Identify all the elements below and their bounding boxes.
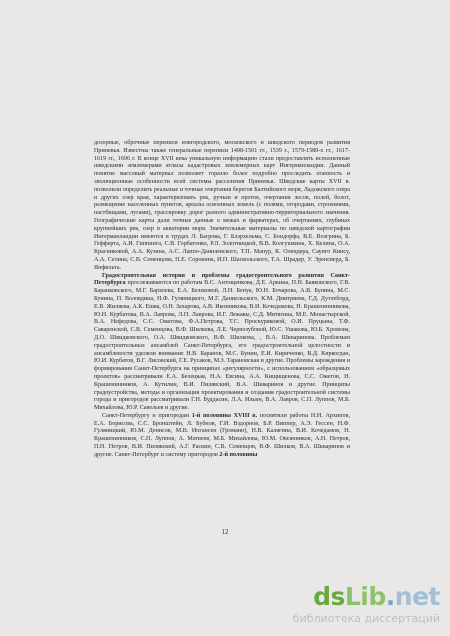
logo-part-net: net [394, 582, 440, 611]
paragraph-2-body: прослеживаются по работам В.С. Антощенкова, Д.Е. Аркина, П.Н. Баяковского, Г.В. Баранковского, М.Г. Бархоева, Е.А. Белековой, Л.Н. Бенуа, Ю.Н. Бочарова, А.В. Бунина, М.С. Бунина, П. Воловдина, Н.Ф. Гуляницкого, М.Г. Даниельского, К.М. Дмитриева, Г.Д. Дутлеборд, Е.В. Жиляева, А.К. Ешва, О.Н. Захарова, А.В. Иконникова, В.И. Кочедамова, Н. Крашенинникова, Ю.Н. Курбатова, В.А. Лаврова, Л.П. Лаврова, И.Г. Лежавы, С.Д. Митягина, М.Е. Монастырской, В.А. Нефедова, С.С. Ожегова, Ф.А.Петрова, Т.С. Проскуряковой, О.И. Пруцына, Т.Ф. Саваренской, С.В. Семенцова, В.Ф. Шилкова, Л.Е. Чернозубовой, Ю.С. Ушакова, Ю.Б. Хромова, Д.О. Швидковского, О.А. Швидковского, В.Ф. Шилкова, , В.А. Шкваринова. Проблемам градостроительных ансамблей Санкт-Петербурга, его градостроительной целостности и ансамблевости уделяли внимание Н.В. Баранов, М.С. Бунин, Е.И. Кириченко, В.Д. Киркогдан, Ю.И. Курбатов, В.Г. Лисовский, Г.Е. Русаков, М.З. Тарановская и другие. Проблемы зарождения и формирования Санкт-Петербурга на принципах «регулярности», с использованием «образцовых проектов» рассматривали Е.А. Белецкая, Н.А. Евсина, А.А. Кищищенова, С.С. Ожегов, Н. Крашенинников, А. Кутилин, В.И. Пилявский, В.А. Шкваринов и другие. Принципы градоустройства, методы и организация проектирования и создания градостроительной системы города и пригородов рассматривали Г.Н. Буддасин, Л.А. Ильин, В.А. Лавров, С.П. Луппов, М.Б. Михайлова, Ю.Р. Савельев и другие. [94, 280, 350, 412]
dslib-logo [313, 584, 440, 610]
paragraph-3 [94, 413, 350, 460]
watermark-caption: библиотека диссертаций [292, 612, 440, 625]
paragraph-3-pre: Санкт-Петербургу и пригородам [102, 412, 192, 419]
logo-part-lib: Lib [344, 582, 386, 611]
dslib-watermark [290, 584, 440, 628]
paragraph-3-lead: 1-й половины XVIII в. [191, 412, 258, 419]
paragraph-2 [94, 273, 350, 413]
logo-part-dot: . [385, 582, 395, 611]
paragraph-3-body: посвятили работы Н.И. Архипов, Е.А. Борисова, С.С. Бронштейн, Л. Бубнов, Г.И. Вздорнов, Б.Р. Виппер, А.Э. Гессен, Н.Ф. Гуляницкий, Ю.М. Денисов, М.В. Иогансен (Громанн), Н.В. Калягина, В.И. Кочедамов, Н. Крашенинников, С.П. Луппов, А. Матвеев, М.Б. Михайлова, Ю.М. Овсянников, А.Н. Петров, П.Н. Петров, В.И. Пилявский, А.Г. Раскин, С.В. Семенцов, В.Ф. Шилков, В.А. Шкваринов и другие. Санкт-Петербург и систему пригородов [94, 412, 350, 458]
paragraph-2-lead: Градостроительная история и проблемы градостроительного развития Санкт-Петербурга [94, 272, 350, 287]
body-text [94, 140, 350, 460]
paragraph-1: дозорные, оброчные переписи новгородского, московского и шведского периодов развития Приневья. Известны также генеральные переписи 1498-1501 гг., 1539 г., 1579-1580-х гг., 1617-1619 гг., 1696 г. В конце XVII века уникальную информацию стали предоставлять исполненные шведскими землемерами атласы кадастровых землемерных карт Ингерманландии. Данный понятие массовый материал позволяет горазло более подробно проследить этапность и эволюционные особенности всей системы расселения Приневья. Шведские карты XVII в. позволили определить реальные и точные очертания берегов Балтийского моря, Ладожского озера и других озер края, характеризовать рек, ручьев и проток, очертания лесов, полей, болот, размещение населенных пунктов, ареалы освоенных земель (с полями, огородами, строениями, пастбищами, лугами), трассировку дорог разного административно-территориального значения. Географические карты дали точные данные о межах и фарватерах, об очертаниях, глубинах крупнейших рек, озер в акватории моря. Значительные материалы по шведской картографии Ингерманландии имеются в трудах Л. Багрова, Г. Блэрхельма, С. Бондорфа, В.Е. Возгрина, Б. Гефферта, А.И. Гиппинга, С.В. Горбатенко, Р.Л. Золотницкой, В.В. Колгушкина, Х. Келина, О.А. Красниковой, А.А. Кузина, А.С. Лаппо-Данилевского, Т.П. Мапур, К. Олендера, Саунго Кинсу, А.А. Селина, С.В. Семенцова, П.Е. Сорокина, И.П. Шаскольского, Т.А. Шрадер, У. Эренсверд, Б. Янфильта. [94, 140, 350, 271]
logo-part-ds: ds [313, 582, 345, 611]
page-number: 12 [221, 528, 229, 536]
paragraph-3-tail: 2-й половины [219, 451, 258, 458]
